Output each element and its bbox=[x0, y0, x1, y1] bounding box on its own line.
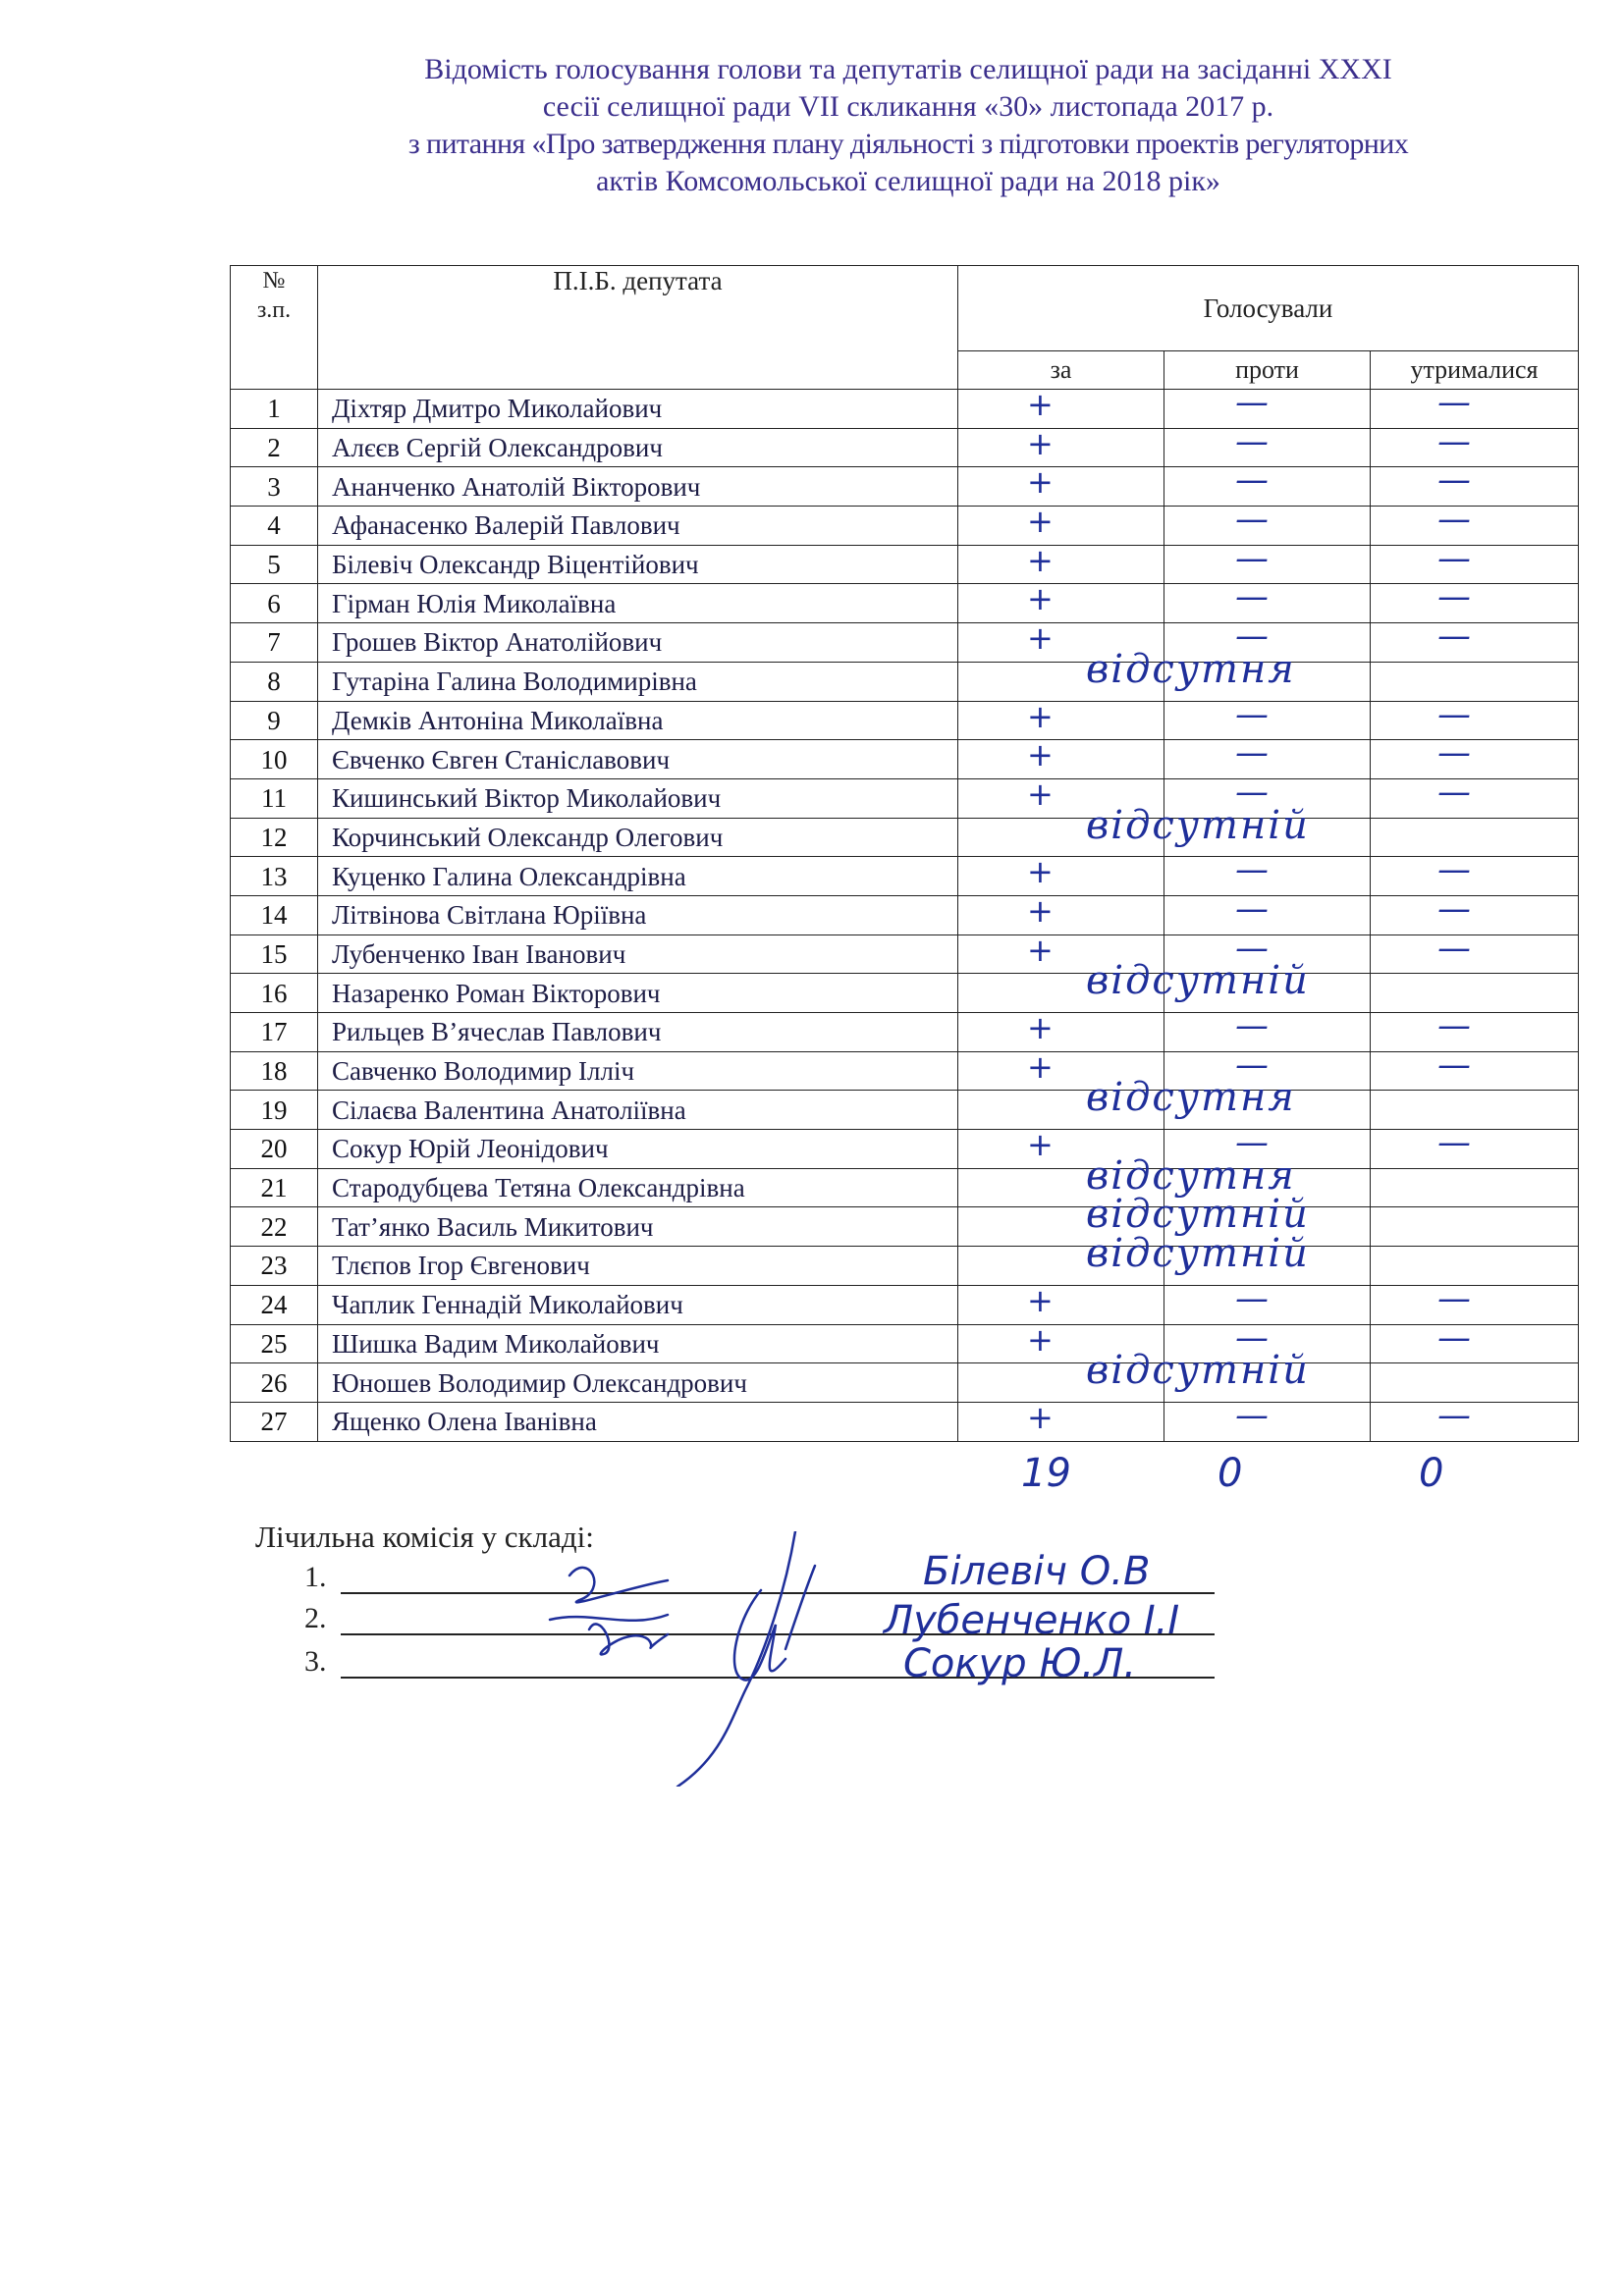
plus-mark: + bbox=[1027, 1009, 1054, 1046]
vote-abstain-cell bbox=[1371, 1247, 1579, 1286]
column-header-abstain: утрималися bbox=[1371, 351, 1579, 390]
commission-title: Лічильна комісія у складі: bbox=[255, 1520, 594, 1554]
row-number: 12 bbox=[231, 818, 318, 857]
minus-mark: — bbox=[1235, 733, 1269, 774]
vote-abstain-cell bbox=[1371, 850, 1579, 896]
table-row bbox=[231, 974, 1579, 1013]
row-number: 9 bbox=[231, 701, 318, 740]
deputy-name: Шишка Вадим Миколайович bbox=[318, 1324, 958, 1363]
commission-member-2: Лубенченко І.І bbox=[884, 1598, 1180, 1643]
table-row bbox=[231, 701, 1579, 740]
deputy-name: Афанасенко Валерій Павлович bbox=[318, 507, 958, 546]
plus-mark: + bbox=[1027, 1281, 1054, 1319]
deputy-name: Юношев Володимир Олександрович bbox=[318, 1363, 958, 1403]
row-number: 5 bbox=[231, 545, 318, 584]
deputy-name: Кишинський Віктор Миколайович bbox=[318, 778, 958, 818]
minus-mark: — bbox=[1235, 421, 1269, 461]
column-header-name: П.І.Б. депутата bbox=[318, 266, 958, 390]
header-line-1: Відомість голосування голови та депутатів селищної ради на засіданні XXXI bbox=[424, 53, 1392, 85]
row-number: 14 bbox=[231, 895, 318, 934]
minus-mark: — bbox=[1235, 888, 1269, 929]
deputy-name: Літвінова Світлана Юріївна bbox=[318, 895, 958, 934]
minus-mark: — bbox=[1437, 1278, 1471, 1318]
plus-mark: + bbox=[1027, 619, 1054, 658]
row-number: 15 bbox=[231, 934, 318, 974]
total-against: 0 bbox=[1218, 1451, 1243, 1496]
minus-mark: — bbox=[1235, 694, 1269, 734]
row-number: 4 bbox=[231, 507, 318, 546]
vote-for-cell bbox=[958, 802, 1310, 857]
vote-for-cell bbox=[958, 1231, 1310, 1286]
minus-mark: — bbox=[1437, 577, 1471, 617]
vote-abstain-cell bbox=[1371, 383, 1579, 429]
plus-mark: + bbox=[1027, 541, 1054, 579]
deputy-name: Чаплик Геннадій Миколайович bbox=[318, 1285, 958, 1324]
vote-for-cell bbox=[958, 1348, 1310, 1403]
commission-member-1: Білевіч О.В bbox=[923, 1549, 1151, 1594]
minus-mark: — bbox=[1235, 460, 1269, 501]
header-line-2: сесії селищної ради VII скликання «30» листопада 2017 р. bbox=[542, 90, 1274, 123]
vote-abstain-cell bbox=[1371, 1006, 1579, 1052]
vote-abstain-cell bbox=[1371, 1317, 1579, 1363]
deputy-name: Тлєпов Ігор Євгенович bbox=[318, 1247, 958, 1286]
row-number: 3 bbox=[231, 467, 318, 507]
vote-for-cell bbox=[958, 541, 1164, 584]
commission-number: 2. bbox=[304, 1602, 327, 1634]
row-number: 17 bbox=[231, 1013, 318, 1052]
plus-mark: + bbox=[1027, 386, 1054, 423]
row-number: 23 bbox=[231, 1247, 318, 1286]
vote-abstain-cell bbox=[1371, 500, 1579, 546]
plus-mark: + bbox=[1027, 1398, 1054, 1436]
vote-abstain-cell bbox=[1371, 888, 1579, 934]
minus-mark: — bbox=[1437, 1006, 1471, 1045]
minus-mark: — bbox=[1235, 1006, 1269, 1045]
vote-abstain-cell bbox=[1371, 1168, 1579, 1207]
minus-mark: — bbox=[1437, 1044, 1471, 1085]
deputy-name: Куценко Галина Олександрівна bbox=[318, 857, 958, 896]
deputy-name: Білевіч Олександр Віцентійович bbox=[318, 545, 958, 584]
absent-mark: відсутній bbox=[1086, 1348, 1310, 1394]
vote-abstain-cell bbox=[1371, 733, 1579, 779]
vote-abstain-cell bbox=[1371, 460, 1579, 507]
row-number: 10 bbox=[231, 740, 318, 779]
deputy-name: Алєєв Сергій Олександрович bbox=[318, 428, 958, 467]
plus-mark: + bbox=[1027, 774, 1054, 813]
row-number: 1 bbox=[231, 390, 318, 429]
header-line-3: з питання «Про затвердження плану діяльності з підготовки проектів регуляторних bbox=[407, 128, 1409, 160]
vote-abstain-cell bbox=[1371, 694, 1579, 740]
table-row bbox=[231, 1324, 1579, 1363]
row-number: 11 bbox=[231, 778, 318, 818]
plus-mark: + bbox=[1027, 424, 1054, 462]
minus-mark: — bbox=[1235, 1317, 1269, 1358]
row-number: 19 bbox=[231, 1091, 318, 1130]
row-number: 26 bbox=[231, 1363, 318, 1403]
row-number: 27 bbox=[231, 1402, 318, 1441]
deputy-name: Сокур Юрій Леонідович bbox=[318, 1130, 958, 1169]
minus-mark: — bbox=[1235, 1395, 1269, 1435]
plus-mark: + bbox=[1027, 1320, 1054, 1359]
minus-mark: — bbox=[1437, 850, 1471, 890]
minus-mark: — bbox=[1437, 538, 1471, 578]
vote-abstain-cell bbox=[1371, 538, 1579, 584]
deputy-name: Гірман Юлія Миколаївна bbox=[318, 584, 958, 623]
voting-table bbox=[230, 265, 1579, 1442]
table-row bbox=[231, 545, 1579, 584]
vote-abstain-cell bbox=[1371, 1044, 1579, 1091]
row-number: 8 bbox=[231, 662, 318, 701]
vote-for-cell bbox=[958, 646, 1296, 701]
vote-for-cell bbox=[958, 891, 1164, 934]
vote-abstain-cell bbox=[1371, 1123, 1579, 1169]
table-row bbox=[231, 584, 1579, 623]
row-number: 16 bbox=[231, 974, 318, 1013]
minus-mark: — bbox=[1437, 1395, 1471, 1435]
commission-member-3: Сокур Ю.Л. bbox=[903, 1641, 1137, 1686]
commission-number: 1. bbox=[304, 1561, 327, 1593]
deputy-name: Савченко Володимир Ілліч bbox=[318, 1051, 958, 1091]
row-number: 24 bbox=[231, 1285, 318, 1324]
deputy-name: Рильцев В’ячеслав Павлович bbox=[318, 1013, 958, 1052]
vote-for-cell bbox=[958, 1075, 1296, 1130]
deputy-name: Назаренко Роман Вікторович bbox=[318, 974, 958, 1013]
vote-abstain-cell bbox=[1371, 577, 1579, 623]
plus-mark: + bbox=[1027, 503, 1054, 541]
vote-abstain-cell bbox=[1371, 818, 1579, 857]
plus-mark: + bbox=[1027, 1047, 1054, 1086]
row-number: 2 bbox=[231, 428, 318, 467]
vote-for-cell bbox=[958, 697, 1164, 740]
deputy-name: Ананченко Анатолій Вікторович bbox=[318, 467, 958, 507]
deputy-name: Сілаєва Валентина Анатоліївна bbox=[318, 1091, 958, 1130]
plus-mark: + bbox=[1027, 736, 1054, 774]
absent-mark: відсутній bbox=[1086, 802, 1310, 848]
minus-mark: — bbox=[1437, 888, 1471, 929]
table-row bbox=[231, 467, 1579, 507]
minus-mark: — bbox=[1437, 1317, 1471, 1358]
deputy-name: Демків Антоніна Миколаївна bbox=[318, 701, 958, 740]
minus-mark: — bbox=[1235, 850, 1269, 890]
minus-mark: — bbox=[1437, 733, 1471, 774]
handwritten-signatures bbox=[520, 1531, 933, 1787]
minus-mark: — bbox=[1437, 421, 1471, 461]
deputy-name: Євченко Євген Станіславович bbox=[318, 740, 958, 779]
table-row bbox=[231, 740, 1579, 779]
table-row bbox=[231, 507, 1579, 546]
vote-abstain-cell bbox=[1371, 974, 1579, 1013]
vote-for-cell bbox=[958, 853, 1164, 896]
column-header-number: № з.п. bbox=[231, 266, 318, 390]
vote-for-cell bbox=[958, 1398, 1164, 1441]
minus-mark: — bbox=[1235, 1044, 1269, 1085]
table-row bbox=[231, 1168, 1579, 1207]
table-row bbox=[231, 428, 1579, 467]
table-row bbox=[231, 778, 1579, 818]
vote-abstain-cell bbox=[1371, 662, 1579, 701]
row-number: 13 bbox=[231, 857, 318, 896]
vote-abstain-cell bbox=[1371, 1091, 1579, 1130]
minus-mark: — bbox=[1235, 928, 1269, 968]
commission-number: 3. bbox=[304, 1645, 327, 1678]
minus-mark: — bbox=[1437, 383, 1471, 422]
column-header-against: проти bbox=[1164, 351, 1371, 390]
minus-mark: — bbox=[1235, 577, 1269, 617]
table-row bbox=[231, 1363, 1579, 1403]
column-header-voted: Голосували bbox=[958, 266, 1579, 351]
vote-for-cell bbox=[958, 503, 1164, 546]
table-row bbox=[231, 1091, 1579, 1130]
absent-mark: відсутній bbox=[1086, 1231, 1310, 1277]
row-number: 20 bbox=[231, 1130, 318, 1169]
minus-mark: — bbox=[1437, 616, 1471, 657]
minus-mark: — bbox=[1437, 460, 1471, 501]
table-row bbox=[231, 1207, 1579, 1247]
absent-mark: відсутній bbox=[1086, 958, 1310, 1004]
document-header bbox=[231, 51, 1586, 200]
table-row bbox=[231, 1013, 1579, 1052]
minus-mark: — bbox=[1235, 500, 1269, 540]
absent-mark: відсутня bbox=[1086, 1075, 1296, 1121]
column-header-for: за bbox=[958, 351, 1164, 390]
table-row bbox=[231, 818, 1579, 857]
vote-abstain-cell bbox=[1371, 772, 1579, 818]
table-row bbox=[231, 1247, 1579, 1286]
table-row bbox=[231, 895, 1579, 934]
vote-for-cell bbox=[958, 463, 1164, 507]
vote-for-cell bbox=[958, 386, 1164, 429]
vote-abstain-cell bbox=[1371, 928, 1579, 974]
minus-mark: — bbox=[1235, 1278, 1269, 1318]
table-row bbox=[231, 390, 1579, 429]
total-for: 19 bbox=[1021, 1451, 1071, 1496]
minus-mark: — bbox=[1437, 928, 1471, 968]
plus-mark: + bbox=[1027, 580, 1054, 618]
minus-mark: — bbox=[1235, 538, 1269, 578]
minus-mark: — bbox=[1437, 1123, 1471, 1163]
vote-abstain-cell bbox=[1371, 1278, 1579, 1324]
row-number: 18 bbox=[231, 1051, 318, 1091]
absent-mark: відсутня bbox=[1086, 1152, 1296, 1199]
deputy-name: Гутаріна Галина Володимирівна bbox=[318, 662, 958, 701]
minus-mark: — bbox=[1235, 383, 1269, 422]
row-number: 21 bbox=[231, 1168, 318, 1207]
vote-for-cell bbox=[958, 424, 1164, 467]
deputy-name: Лубенченко Іван Іванович bbox=[318, 934, 958, 974]
total-abstain: 0 bbox=[1419, 1451, 1444, 1496]
deputy-name: Стародубцева Тетяна Олександрівна bbox=[318, 1168, 958, 1207]
plus-mark: + bbox=[1027, 931, 1054, 969]
vote-abstain-cell bbox=[1371, 421, 1579, 467]
deputy-name: Діхтяр Дмитро Миколайович bbox=[318, 390, 958, 429]
plus-mark: + bbox=[1027, 853, 1054, 891]
vote-abstain-cell bbox=[1371, 1207, 1579, 1247]
row-number: 25 bbox=[231, 1324, 318, 1363]
table-row bbox=[231, 662, 1579, 701]
table-row bbox=[231, 1402, 1579, 1441]
vote-abstain-cell bbox=[1371, 1363, 1579, 1403]
vote-for-cell bbox=[958, 1281, 1164, 1324]
plus-mark: + bbox=[1027, 891, 1054, 930]
vote-abstain-cell bbox=[1371, 616, 1579, 663]
deputy-name: Грошев Віктор Анатолійович bbox=[318, 623, 958, 663]
vote-for-cell bbox=[958, 1009, 1164, 1052]
table-row bbox=[231, 1051, 1579, 1091]
minus-mark: — bbox=[1437, 500, 1471, 540]
table-row bbox=[231, 1285, 1579, 1324]
minus-mark: — bbox=[1437, 772, 1471, 812]
header-line-4: актів Комсомольської селищної ради на 2018 рік» bbox=[596, 165, 1220, 197]
vote-abstain-cell bbox=[1371, 1395, 1579, 1441]
table-row bbox=[231, 934, 1579, 974]
vote-for-cell bbox=[958, 736, 1164, 779]
table-row bbox=[231, 623, 1579, 663]
plus-mark: + bbox=[1027, 463, 1054, 502]
deputy-name: Тат’янко Василь Микитович bbox=[318, 1207, 958, 1247]
row-number: 7 bbox=[231, 623, 318, 663]
plus-mark: + bbox=[1027, 1126, 1054, 1164]
vote-for-cell bbox=[958, 958, 1310, 1013]
minus-mark: — bbox=[1437, 694, 1471, 734]
vote-for-cell bbox=[958, 580, 1164, 623]
vote-against-cell bbox=[1164, 1395, 1371, 1441]
absent-mark: відсутній bbox=[1086, 1192, 1310, 1238]
plus-mark: + bbox=[1027, 697, 1054, 735]
deputy-name: Корчинський Олександр Олегович bbox=[318, 818, 958, 857]
table-row bbox=[231, 1130, 1579, 1169]
row-number: 6 bbox=[231, 584, 318, 623]
table-row bbox=[231, 857, 1579, 896]
deputy-name: Ященко Олена Іванівна bbox=[318, 1402, 958, 1441]
absent-mark: відсутня bbox=[1086, 646, 1296, 692]
minus-mark: — bbox=[1235, 772, 1269, 812]
minus-mark: — bbox=[1235, 616, 1269, 657]
row-number: 22 bbox=[231, 1207, 318, 1247]
minus-mark: — bbox=[1235, 1123, 1269, 1163]
